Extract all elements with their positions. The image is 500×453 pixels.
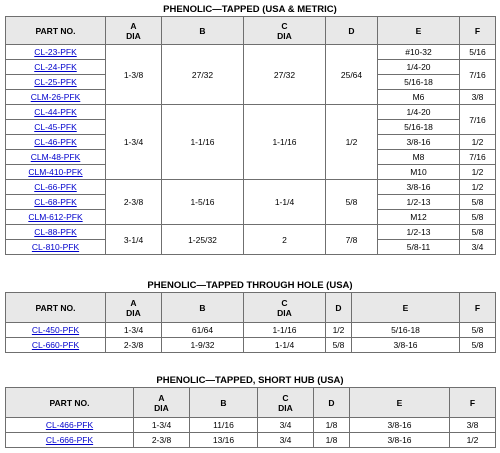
b-cell: 1-25/32 (162, 225, 244, 255)
e-cell: M10 (378, 165, 460, 180)
col-header-f: F (450, 388, 496, 418)
a-dia-cell: 1-3/8 (106, 45, 162, 105)
table-body (6, 323, 496, 353)
c-dia-cell: 27/32 (244, 45, 326, 105)
part-no-link[interactable]: CL-466-PFK (45, 420, 94, 430)
b-cell: 27/32 (162, 45, 244, 105)
d-cell: 1/8 (314, 433, 350, 448)
col-header-b: B (162, 17, 244, 45)
f-cell: 5/16 (460, 45, 496, 60)
e-cell: #10-32 (378, 45, 460, 60)
part-no-link[interactable]: CL-666-PFK (45, 435, 94, 445)
part-no-link[interactable]: CL-25-PFK (34, 77, 77, 87)
c-dia-cell: 1-1/4 (244, 338, 326, 353)
table-body (6, 45, 496, 255)
col-header-part-no: PART NO. (6, 388, 134, 418)
table-row (6, 105, 496, 120)
tapped-usa-metric-section (5, 3, 495, 255)
part-no-link[interactable]: CL-23-PFK (34, 47, 77, 57)
c-dia-cell: 1-1/16 (244, 105, 326, 180)
col-header-d: D (326, 17, 378, 45)
part-no-link[interactable]: CL-24-PFK (34, 62, 77, 72)
f-cell: 7/16 (460, 105, 496, 135)
col-header-part-no: PART NO. (6, 293, 106, 323)
c-dia-cell: 1-1/4 (244, 180, 326, 225)
col-header-c: C DIA (244, 293, 326, 323)
part-no-cell (6, 338, 106, 353)
spec-table (5, 292, 496, 353)
part-no-cell (6, 240, 106, 255)
c-dia-cell: 3/4 (258, 433, 314, 448)
part-no-link[interactable]: CLM-612-PFK (28, 212, 83, 222)
b-cell: 13/16 (190, 433, 258, 448)
col-header-e: E (378, 17, 460, 45)
e-cell: M8 (378, 150, 460, 165)
a-dia-cell: 2-3/8 (106, 338, 162, 353)
f-cell: 5/8 (460, 195, 496, 210)
f-cell: 3/4 (460, 240, 496, 255)
part-no-cell (6, 195, 106, 210)
e-cell: 3/8-16 (352, 338, 460, 353)
col-header-a: A DIA (106, 17, 162, 45)
part-no-cell (6, 90, 106, 105)
e-cell: 5/16-18 (352, 323, 460, 338)
b-cell: 1-9/32 (162, 338, 244, 353)
f-cell: 5/8 (460, 210, 496, 225)
f-cell: 1/2 (460, 135, 496, 150)
f-cell: 3/8 (460, 90, 496, 105)
f-cell: 5/8 (460, 323, 496, 338)
table-row (6, 45, 496, 60)
b-cell: 11/16 (190, 418, 258, 433)
part-no-link[interactable]: CLM-48-PFK (30, 152, 81, 162)
c-dia-cell: 1-1/16 (244, 323, 326, 338)
col-header-a: A DIA (106, 293, 162, 323)
e-cell: 1/2-13 (378, 195, 460, 210)
col-header-f: F (460, 293, 496, 323)
part-no-cell (6, 433, 134, 448)
d-cell: 5/8 (326, 180, 378, 225)
col-header-a: A DIA (134, 388, 190, 418)
table-row (6, 338, 496, 353)
tapped-short-hub-section (5, 374, 495, 448)
f-cell: 1/2 (460, 180, 496, 195)
part-no-link[interactable]: CL-660-PFK (31, 340, 80, 350)
f-cell: 7/16 (460, 150, 496, 165)
spec-table (5, 387, 496, 448)
a-dia-cell: 3-1/4 (106, 225, 162, 255)
section-title: PHENOLIC—TAPPED, SHORT HUB (USA) (156, 375, 344, 386)
f-cell: 5/8 (460, 338, 496, 353)
part-no-cell (6, 418, 134, 433)
col-header-d: D (314, 388, 350, 418)
tapped-through-hole-section (5, 279, 495, 353)
table-row (6, 433, 496, 448)
table-body (6, 418, 496, 448)
d-cell: 5/8 (326, 338, 352, 353)
e-cell: 3/8-16 (350, 418, 450, 433)
d-cell: 25/64 (326, 45, 378, 105)
part-no-link[interactable]: CL-88-PFK (34, 227, 77, 237)
e-cell: 1/4-20 (378, 60, 460, 75)
f-cell: 3/8 (450, 418, 496, 433)
part-no-cell (6, 323, 106, 338)
table-row (6, 418, 496, 433)
part-no-cell (6, 105, 106, 120)
part-no-cell (6, 225, 106, 240)
section-title: PHENOLIC—TAPPED THROUGH HOLE (USA) (147, 280, 353, 291)
d-cell: 1/2 (326, 323, 352, 338)
part-no-cell (6, 45, 106, 60)
d-cell: 1/2 (326, 105, 378, 180)
d-cell: 7/8 (326, 225, 378, 255)
col-header-b: B (190, 388, 258, 418)
part-no-link[interactable]: CL-44-PFK (34, 107, 77, 117)
part-no-link[interactable]: CL-46-PFK (34, 137, 77, 147)
b-cell: 1-1/16 (162, 105, 244, 180)
e-cell: 5/8-11 (378, 240, 460, 255)
e-cell: 5/16-18 (378, 120, 460, 135)
a-dia-cell: 2-3/8 (134, 433, 190, 448)
part-no-cell (6, 75, 106, 90)
e-cell: 3/8-16 (378, 180, 460, 195)
c-dia-cell: 2 (244, 225, 326, 255)
col-header-e: E (352, 293, 460, 323)
f-cell: 5/8 (460, 225, 496, 240)
col-header-f: F (460, 17, 496, 45)
part-no-cell (6, 135, 106, 150)
table-row (6, 225, 496, 240)
col-header-part-no: PART NO. (6, 17, 106, 45)
part-no-cell (6, 180, 106, 195)
e-cell: M6 (378, 90, 460, 105)
part-no-link[interactable]: CL-66-PFK (34, 182, 77, 192)
e-cell: 3/8-16 (378, 135, 460, 150)
d-cell: 1/8 (314, 418, 350, 433)
part-no-link[interactable]: CL-810-PFK (31, 242, 80, 252)
table-row (6, 180, 496, 195)
part-no-link[interactable]: CLM-410-PFK (28, 167, 83, 177)
part-no-cell (6, 150, 106, 165)
part-no-link[interactable]: CL-45-PFK (34, 122, 77, 132)
a-dia-cell: 1-3/4 (106, 323, 162, 338)
table-row (6, 323, 496, 338)
part-no-cell (6, 120, 106, 135)
col-header-c: C DIA (244, 17, 326, 45)
a-dia-cell: 1-3/4 (134, 418, 190, 433)
b-cell: 1-5/16 (162, 180, 244, 225)
c-dia-cell: 3/4 (258, 418, 314, 433)
col-header-e: E (350, 388, 450, 418)
col-header-d: D (326, 293, 352, 323)
a-dia-cell: 1-3/4 (106, 105, 162, 180)
part-no-cell (6, 60, 106, 75)
f-cell: 1/2 (450, 433, 496, 448)
col-header-c: C DIA (258, 388, 314, 418)
a-dia-cell: 2-3/8 (106, 180, 162, 225)
f-cell: 1/2 (460, 165, 496, 180)
e-cell: 1/2-13 (378, 225, 460, 240)
part-no-link[interactable]: CL-450-PFK (31, 325, 80, 335)
col-header-b: B (162, 293, 244, 323)
part-no-link[interactable]: CLM-26-PFK (30, 92, 81, 102)
e-cell: 1/4-20 (378, 105, 460, 120)
part-no-cell (6, 165, 106, 180)
section-title: PHENOLIC—TAPPED (USA & METRIC) (163, 4, 337, 15)
e-cell: M12 (378, 210, 460, 225)
b-cell: 61/64 (162, 323, 244, 338)
e-cell: 3/8-16 (350, 433, 450, 448)
e-cell: 5/16-18 (378, 75, 460, 90)
spec-table (5, 16, 496, 255)
part-no-link[interactable]: CL-68-PFK (34, 197, 77, 207)
f-cell: 7/16 (460, 60, 496, 90)
part-no-cell (6, 210, 106, 225)
